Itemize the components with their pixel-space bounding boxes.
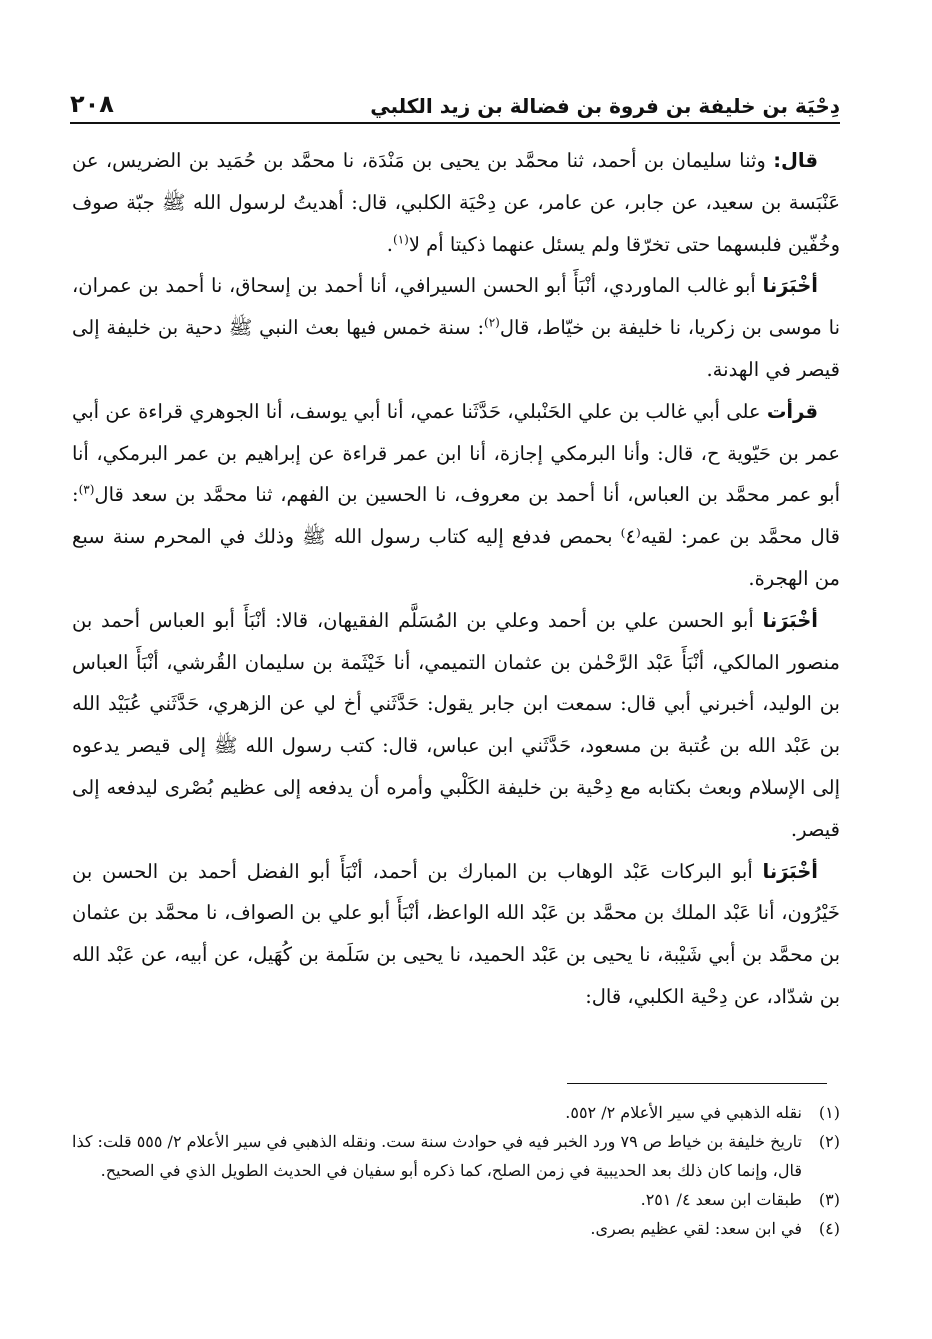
footnote-marker: (٣) <box>78 482 95 497</box>
page-header <box>70 78 840 124</box>
paragraph-tail: : سنة خمس فيها بعث النبي ﷺ دحية بن خليفة إلى قيصر في الهدنة. <box>72 316 840 381</box>
footnote-text: تاريخ خليفة بن خياط ص ٧٩ ورد الخبر فيه في حوادث سنة ست. ونقله الذهبي في سير الأعلام ٢/ ٥٥٥ قلت: كذا قال، وإنما كان ذلك بعد الحديبية في زمن الصلح، كما ذكره أبو سفيان في الحديث الطويل الذي في الصحيح. <box>72 1132 802 1180</box>
footnote <box>72 1185 840 1214</box>
paragraph <box>72 265 840 390</box>
footnote-number: (١) <box>818 1103 840 1122</box>
paragraph-text: أبو غالب الماوردي، أنْبَأَ أبو الحسن السيرافي، أنا أحمد بن إسحاق، نا أحمد بن عمران، نا موسى بن زكريا، نا خليفة بن خيّاط، قال <box>72 274 841 340</box>
footnote-text: في ابن سعد: لقي عظيم بصرى. <box>590 1219 802 1238</box>
paragraph-text: أبو الحسن علي بن أحمد وعلي بن المُسَلَّم الفقيهان، قالا: أنْبَأَ أبو العباس أحمد بن منصور المالكي، أنْبَأَ عَبْد الرَّحْمٰن بن عثمان التميمي، أنا خَيْثَمة بن سليمان القُرشي، أنْبَأَ العباس بن الوليد، أخبرني أبي قال: سمعت ابن جابر يقول: حَدَّثَني أخ لي عن الزهري، حَدَّثَني عُبَيْد الله بن عَبْد الله بن عُتبة بن مسعود، حَدَّثَني ابن عباس، قال: كتب رسول الله ﷺ إلى قيصر يدعوه إلى الإسلام وبعث بكتابه مع دِحْية بن خليفة الكَلْبي وأمره أن يدفعه إلى عظيم بُصْرى ليدفعه إلى قيصر. <box>72 608 840 841</box>
paragraph-lead-word: قرأت <box>766 399 818 423</box>
paragraph <box>72 851 840 1018</box>
footnote-number: (٤) <box>818 1219 840 1238</box>
paragraph-text: على أبي غالب بن علي الحَنْبلي، حَدَّثَنا عمي، أنا أبي يوسف، أنا الجوهري قراءة عن أبي عمر بن حَيّوية ح، قال: وأنا البرمكي إجازة، أنا ابن عمر قراءة عن إبراهيم بن عمر البرمكي، أنا أبو عمر محمَّد بن العباس، أنا أحمد بن معروف، نا الحسين بن الفهم، ثنا محمَّد بن سعد قال <box>72 399 840 507</box>
footnote <box>72 1127 840 1185</box>
footnote-text: طبقات ابن سعد ٤/ ٢٥١. <box>640 1190 802 1209</box>
paragraph-lead-word: أخْبَرَنا <box>762 274 818 298</box>
paragraph-tail: : قال محمَّد بن عمر: لقيه⁽٤⁾ بحمص فدفع إليه كتاب رسول الله ﷺ وذلك في المحرم سنة سبع من الهجرة. <box>72 483 840 590</box>
paragraph-lead-word: قال: <box>773 149 818 172</box>
footnote-divider <box>567 1083 827 1084</box>
footnote <box>72 1214 840 1243</box>
running-title: دِحْيَة بن خليفة بن فروة بن فضالة بن زيد الكلبي <box>370 94 840 118</box>
footnote-number: (٣) <box>818 1190 840 1209</box>
footnote-number: (٢) <box>818 1132 840 1151</box>
footnote-text: نقله الذهبي في سير الأعلام ٢/ ٥٥٢. <box>565 1103 802 1122</box>
page-number: ٢٠٨ <box>70 90 114 118</box>
paragraph-text: أبو البركات عَبْد الوهاب بن المبارك بن أحمد، أنْبَأَ أبو الفضل أحمد بن الحسن بن خَيْرُون، أنا عَبْد الملك بن محمَّد بن عَبْد الله الواعظ، أنْبَأَ أبو علي بن الصواف، نا محمَّد بن عثمان بن محمَّد بن أبي شَيْبة، نا يحيى بن عَبْد الحميد، نا يحيى بن سَلَمة بن كُهَيل، عن أبيه، عن عَبْد الله بن شدّاد، عن دِحْية الكلبي، قال: <box>72 859 840 1008</box>
main-text <box>72 140 840 1018</box>
paragraph-lead-word: أخْبَرَنا <box>762 859 818 883</box>
paragraph <box>72 391 840 600</box>
paragraph <box>72 600 840 851</box>
footnote-marker: (١) <box>393 232 409 247</box>
footnote <box>72 1098 840 1127</box>
paragraph-tail: . <box>386 232 393 256</box>
footnote-marker: (٢) <box>484 315 500 330</box>
paragraph <box>72 140 840 265</box>
paragraph-lead-word: أخْبَرَنا <box>762 608 818 632</box>
paragraph-text: وثنا سليمان بن أحمد، ثنا محمَّد بن يحيى بن مَنْدَة، نا محمَّد بن حُمَيد بن الضريس، عن عَنْبَسة بن سعيد، عن جابر، عن عامر، عن دِحْيَة الكلبي، قال: أهديتُ لرسول الله ﷺ جبّة صوف وخُفّين فلبسهما حتى تخرّقا ولم يسئل عنهما ذكيتا أم لا <box>72 149 840 256</box>
footnotes <box>72 1098 840 1243</box>
